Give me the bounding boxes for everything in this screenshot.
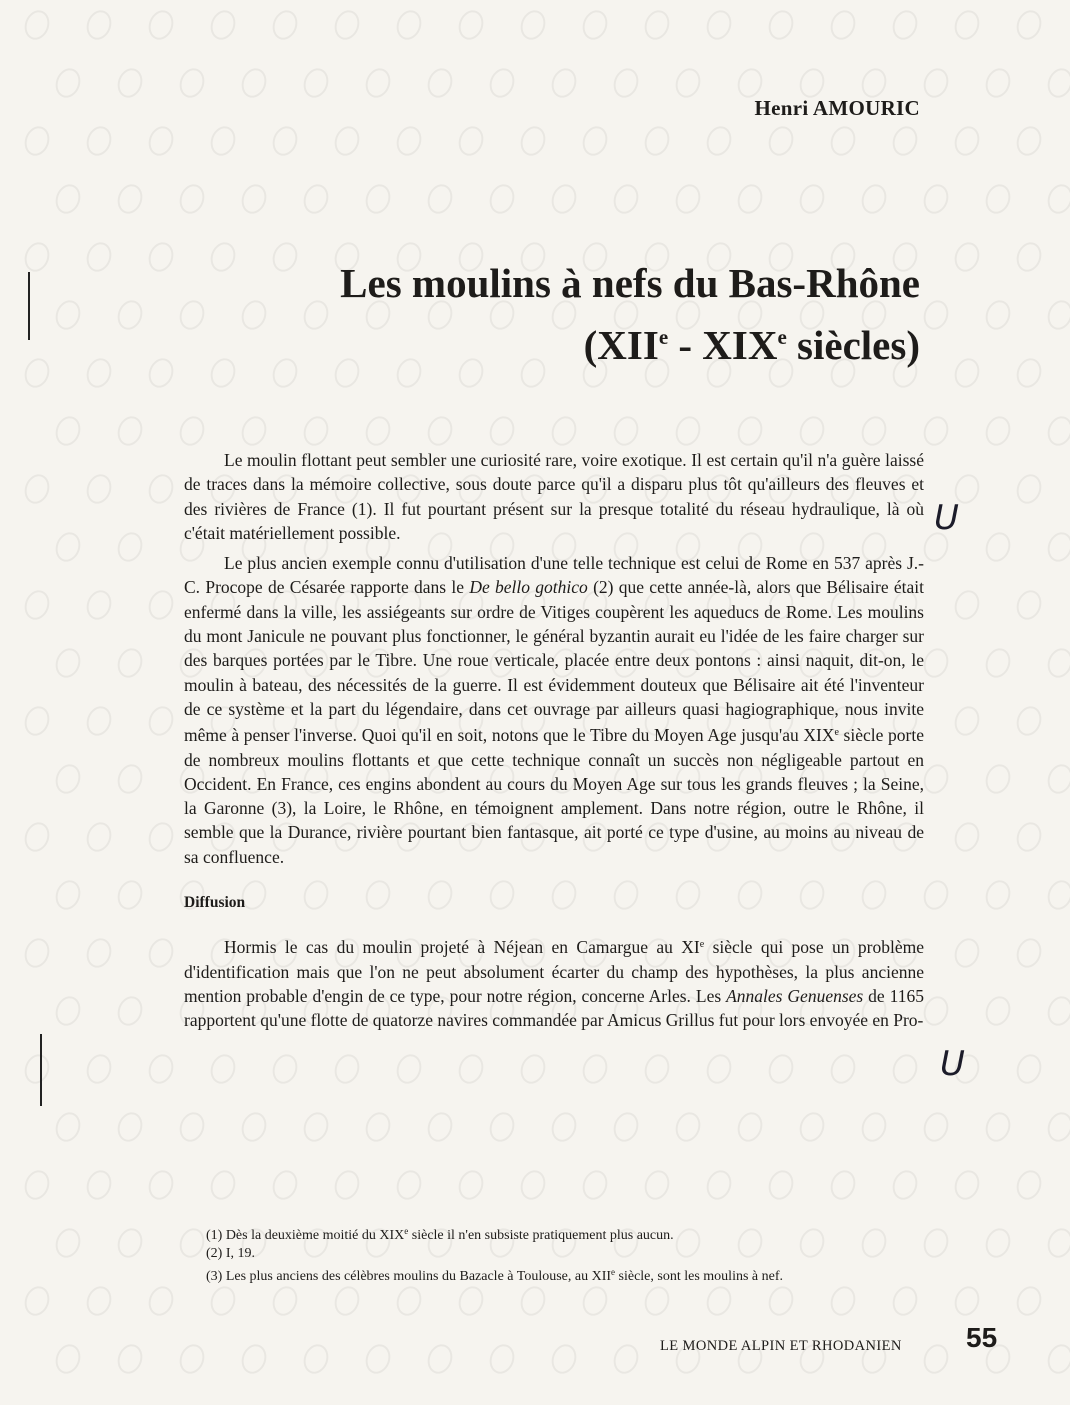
watermark-mark [145,1051,178,1087]
watermark-mark [83,239,116,275]
watermark-mark [114,761,147,797]
watermark-mark [486,65,519,101]
watermark-mark [176,1225,209,1261]
watermark-mark [920,761,953,797]
watermark-mark [300,1341,333,1377]
watermark-mark [734,413,767,449]
watermark-mark [827,1167,860,1203]
watermark-mark [114,1109,147,1145]
watermark-mark [331,123,364,159]
article-title [200,256,920,372]
page-number: 55 [966,1322,998,1353]
watermark-mark [176,413,209,449]
footnote-3 [206,1263,931,1286]
watermark-mark [734,1109,767,1145]
watermark-mark [889,7,922,43]
watermark-mark [982,1109,1015,1145]
watermark-mark [52,1341,85,1377]
handwritten-mark: U [940,1044,965,1084]
watermark-mark [145,703,178,739]
title-superscript: e [777,325,787,349]
title-part: (XII [583,322,659,368]
watermark-mark [21,935,54,971]
watermark-mark [269,1167,302,1203]
watermark-mark [548,181,581,217]
title-line-1: Les moulins à nefs du Bas-Rhône [340,260,920,306]
watermark-mark [83,471,116,507]
watermark-mark [1013,1051,1046,1087]
watermark-mark [83,7,116,43]
watermark-mark [1013,1167,1046,1203]
watermark-mark [548,1109,581,1145]
watermark-mark [83,1167,116,1203]
watermark-mark [145,471,178,507]
text-run: Le plus ancien exemple connu d'utilisation d'une telle technique est celui de Rome en 537 après J.-C. Procope de Césarée rapporte dans le [184,553,924,598]
paragraph-3 [184,933,924,1032]
watermark-mark [1013,703,1046,739]
watermark-mark [114,1341,147,1377]
watermark-mark [734,181,767,217]
watermark-mark [703,1283,736,1319]
watermark-mark [21,123,54,159]
watermark-mark [579,1167,612,1203]
watermark-mark [796,413,829,449]
watermark-mark [145,587,178,623]
watermark-mark [858,181,891,217]
watermark-mark [114,529,147,565]
watermark-mark [579,1283,612,1319]
watermark-mark [765,1283,798,1319]
watermark-mark [796,181,829,217]
footnotes [206,1222,931,1286]
watermark-mark [455,1051,488,1087]
watermark-mark [83,123,116,159]
watermark-mark [362,65,395,101]
watermark-mark [610,413,643,449]
watermark-mark [579,1051,612,1087]
watermark-mark [1013,471,1046,507]
watermark-mark [1044,65,1070,101]
watermark-mark [517,7,550,43]
book-title: De bello gothico [469,577,588,598]
journal-name: LE MONDE ALPIN ET RHODANIEN [660,1338,902,1354]
watermark-mark [269,123,302,159]
watermark-mark [672,1109,705,1145]
watermark-mark [455,1167,488,1203]
watermark-mark [765,1167,798,1203]
watermark-mark [951,355,984,391]
watermark-mark [114,65,147,101]
watermark-mark [21,1167,54,1203]
watermark-mark [982,1225,1015,1261]
watermark-mark [455,123,488,159]
watermark-mark [1013,587,1046,623]
watermark-mark [1044,413,1070,449]
text-run: de 1165 rapportent qu'une flotte de quatorze navires commandée par Amicus Grillus fut pour lors envoyée en Pro- [184,985,924,1031]
watermark-mark [21,1051,54,1087]
watermark-mark [52,645,85,681]
watermark-mark [548,1341,581,1377]
watermark-mark [176,1341,209,1377]
watermark-mark [641,123,674,159]
title-line-2 [200,310,920,372]
watermark-mark [486,1109,519,1145]
watermark-mark [858,413,891,449]
watermark-mark [238,1341,271,1377]
watermark-mark [83,1283,116,1319]
watermark-mark [672,413,705,449]
watermark-mark [424,1109,457,1145]
margin-pencil-line [40,1034,42,1106]
watermark-mark [145,123,178,159]
text-run: (2) que cette année-là, alors que Bélisaire était enfermé dans la ville, les assiégeants sur ordre de Vitiges coupèrent les aqueducs de Rome. Les moulins du mont Janicule ne pouvant plus fonctionner, le général byzantin aurait eu l'idée de les faire charger sur des barques portées par le Tibre. Une roue verticale, placée entre deux pontons : ainsi naquit, dit-on, le moulin à bateau, des nécessités de la guerre. Il est évidemment douteux que Bélisaire ait été l'inventeur de ce système et la part du légendaire, dans cet ouvrage par ailleurs quasi hagiographique, nous invite même à penser l'inverse. Quoi qu'il en soit, notons que le Tibre du Moyen Age jusqu'au XIX [184,577,925,746]
watermark-mark [455,1283,488,1319]
watermark-mark [765,7,798,43]
watermark-mark [83,703,116,739]
author-name: Henri AMOURIC [754,96,920,120]
watermark-mark [145,239,178,275]
text-run: siècle qui pose un problème d'identification mais que l'on ne peut absolument écarter du champ des hypothèses, la plus ancienne mention probable d'engin de ce type, pour notre région, concerne Arles. Les [184,937,924,1006]
book-title: Annales Genuenses [726,985,864,1006]
watermark-mark [920,1109,953,1145]
watermark-mark [207,1051,240,1087]
watermark-mark [114,1225,147,1261]
superscript: e [834,727,839,739]
title-superscript: e [658,325,669,349]
watermark-mark [889,1283,922,1319]
watermark-mark [1013,1283,1046,1319]
watermark-mark [52,297,85,333]
watermark-mark [982,993,1015,1029]
watermark-mark [83,1051,116,1087]
watermark-mark [145,819,178,855]
watermark-mark [207,1167,240,1203]
watermark-mark [1013,355,1046,391]
watermark-mark [920,181,953,217]
watermark-mark [145,935,178,971]
watermark-mark [610,1341,643,1377]
watermark-mark [920,645,953,681]
watermark-mark [920,65,953,101]
watermark-mark [641,7,674,43]
title-part: siècles) [786,322,920,368]
watermark-mark [114,297,147,333]
watermark-mark [145,1283,178,1319]
watermark-mark [703,123,736,159]
watermark-mark [951,239,984,275]
watermark-mark [641,1167,674,1203]
watermark-mark [393,123,426,159]
watermark-mark [21,587,54,623]
watermark-mark [176,181,209,217]
watermark-mark [517,1283,550,1319]
watermark-mark [1044,1225,1070,1261]
watermark-mark [114,181,147,217]
watermark-mark [238,413,271,449]
watermark-mark [52,181,85,217]
footnote-2: (2) I, 19. [206,1246,255,1261]
watermark-mark [52,993,85,1029]
watermark-mark [548,65,581,101]
text-run: (3) Les plus anciens des célèbres moulins du Bazacle à Toulouse, au XII [206,1269,612,1284]
watermark-mark [982,413,1015,449]
watermark-mark [1013,819,1046,855]
watermark-mark [796,1109,829,1145]
watermark-mark [1044,645,1070,681]
watermark-mark [889,1051,922,1087]
watermark-mark [703,1051,736,1087]
watermark-mark [920,413,953,449]
watermark-mark [951,587,984,623]
watermark-mark [1044,761,1070,797]
watermark-mark [424,413,457,449]
watermark-mark [765,1051,798,1087]
watermark-mark [672,181,705,217]
watermark-mark [579,123,612,159]
watermark-mark [21,471,54,507]
watermark-mark [52,413,85,449]
watermark-mark [827,1283,860,1319]
watermark-mark [951,7,984,43]
watermark-mark [1044,297,1070,333]
handwritten-mark: U [934,498,959,538]
watermark-mark [393,1051,426,1087]
superscript: e [611,1267,616,1277]
watermark-mark [21,355,54,391]
watermark-mark [52,877,85,913]
watermark-mark [331,1283,364,1319]
watermark-mark [424,1341,457,1377]
paragraph-2 [184,551,924,869]
watermark-mark [982,761,1015,797]
article-body [184,448,924,1039]
watermark-mark [145,7,178,43]
watermark-mark [486,181,519,217]
watermark-mark [982,529,1015,565]
watermark-mark [827,1051,860,1087]
watermark-mark [52,65,85,101]
watermark-mark [1013,935,1046,971]
watermark-mark [1044,877,1070,913]
watermark-mark [52,529,85,565]
watermark-mark [362,413,395,449]
watermark-mark [889,123,922,159]
watermark-mark [920,877,953,913]
watermark-mark [920,1341,953,1377]
watermark-mark [517,123,550,159]
watermark-mark [548,413,581,449]
watermark-mark [765,123,798,159]
watermark-mark [83,587,116,623]
watermark-mark [641,1051,674,1087]
text-run: siècle, sont les moulins à nef. [615,1269,783,1284]
watermark-mark [300,65,333,101]
watermark-mark [83,355,116,391]
watermark-mark [920,993,953,1029]
watermark-mark [1044,1341,1070,1377]
watermark-mark [207,1283,240,1319]
watermark-mark [424,65,457,101]
watermark-mark [300,1109,333,1145]
superscript: e [699,939,705,951]
watermark-mark [1013,7,1046,43]
watermark-mark [331,7,364,43]
watermark-mark [238,1109,271,1145]
watermark-mark [176,65,209,101]
watermark-mark [455,7,488,43]
watermark-mark [207,123,240,159]
margin-pencil-line [28,272,30,340]
watermark-mark [982,877,1015,913]
watermark-mark [827,7,860,43]
watermark-mark [486,413,519,449]
superscript: e [404,1226,409,1236]
watermark-mark [238,181,271,217]
watermark-mark [393,1167,426,1203]
watermark-mark [672,65,705,101]
watermark-mark [517,1051,550,1087]
watermark-mark [331,1167,364,1203]
watermark-mark [703,7,736,43]
watermark-mark [145,355,178,391]
watermark-mark [300,181,333,217]
watermark-mark [982,181,1015,217]
watermark-mark [21,239,54,275]
watermark-mark [1044,993,1070,1029]
watermark-mark [52,1225,85,1261]
watermark-mark [1013,123,1046,159]
watermark-mark [517,1167,550,1203]
watermark-mark [52,1109,85,1145]
watermark-mark [610,181,643,217]
section-heading: Diffusion [184,894,246,912]
watermark-mark [21,1283,54,1319]
watermark-mark [393,7,426,43]
footnote-1 [206,1222,931,1245]
watermark-mark [269,7,302,43]
watermark-mark [269,1051,302,1087]
watermark-mark [610,1109,643,1145]
watermark-mark [951,123,984,159]
text-run: siècle il n'en subsiste pratiquement plus aucun. [408,1228,674,1243]
watermark-mark [362,181,395,217]
watermark-mark [238,65,271,101]
watermark-mark [951,935,984,971]
watermark-mark [951,1283,984,1319]
title-part: - XIX [668,322,778,368]
watermark-mark [114,645,147,681]
watermark-mark [21,7,54,43]
watermark-mark [21,703,54,739]
watermark-mark [269,1283,302,1319]
watermark-mark [1044,1109,1070,1145]
watermark-mark [982,645,1015,681]
watermark-mark [579,7,612,43]
watermark-mark [1044,529,1070,565]
watermark-mark [83,935,116,971]
watermark-mark [889,1167,922,1203]
watermark-mark [300,413,333,449]
watermark-mark [114,877,147,913]
watermark-mark [83,819,116,855]
watermark-mark [982,65,1015,101]
watermark-mark [176,1109,209,1145]
watermark-mark [393,1283,426,1319]
watermark-mark [362,1109,395,1145]
watermark-mark [52,761,85,797]
watermark-mark [114,413,147,449]
watermark-mark [1044,181,1070,217]
text-run: siècle porte de nombreux moulins flottants et que cette technique connaît un succès non négligeable partout en Occident. En France, ces engins abondent au cours du Moyen Age sur tous les grands fleuves ; la Seine, la Garonne (3), la Loire, le Rhône, en témoignent amplement. Dans notre région, outre le Rhône, il semble que la Durance, rivière pourtant bien fantasque, ait porté ce type d'usine, au moins au niveau de sa confluence. [184,725,924,867]
watermark-mark [951,819,984,855]
watermark-mark [610,65,643,101]
watermark-mark [207,7,240,43]
watermark-mark [1013,239,1046,275]
watermark-mark [21,819,54,855]
text-run: (1) Dès la deuxième moitié du XIX [206,1228,405,1243]
watermark-mark [920,297,953,333]
watermark-mark [362,1341,395,1377]
watermark-mark [114,993,147,1029]
watermark-mark [951,703,984,739]
watermark-mark [486,1341,519,1377]
watermark-mark [703,1167,736,1203]
text-run: Hormis le cas du moulin projeté à Néjean en Camargue au XI [224,937,700,958]
watermark-mark [858,1109,891,1145]
watermark-mark [331,1051,364,1087]
paragraph-1: Le moulin flottant peut sembler une curiosité rare, voire exotique. Il est certain qu'il n'a guère laissé de traces dans la mémoire collective, sous doute parce qu'il a disparu plus tôt qu'ailleurs des fleuves et des rivières de France (1). Il fut pourtant présent sur la presque totalité du réseau hydraulique, là où c'était matériellement possible. [184,450,924,543]
watermark-mark [145,1167,178,1203]
watermark-mark [951,1167,984,1203]
watermark-mark [424,181,457,217]
watermark-mark [982,297,1015,333]
watermark-mark [827,123,860,159]
watermark-mark [641,1283,674,1319]
